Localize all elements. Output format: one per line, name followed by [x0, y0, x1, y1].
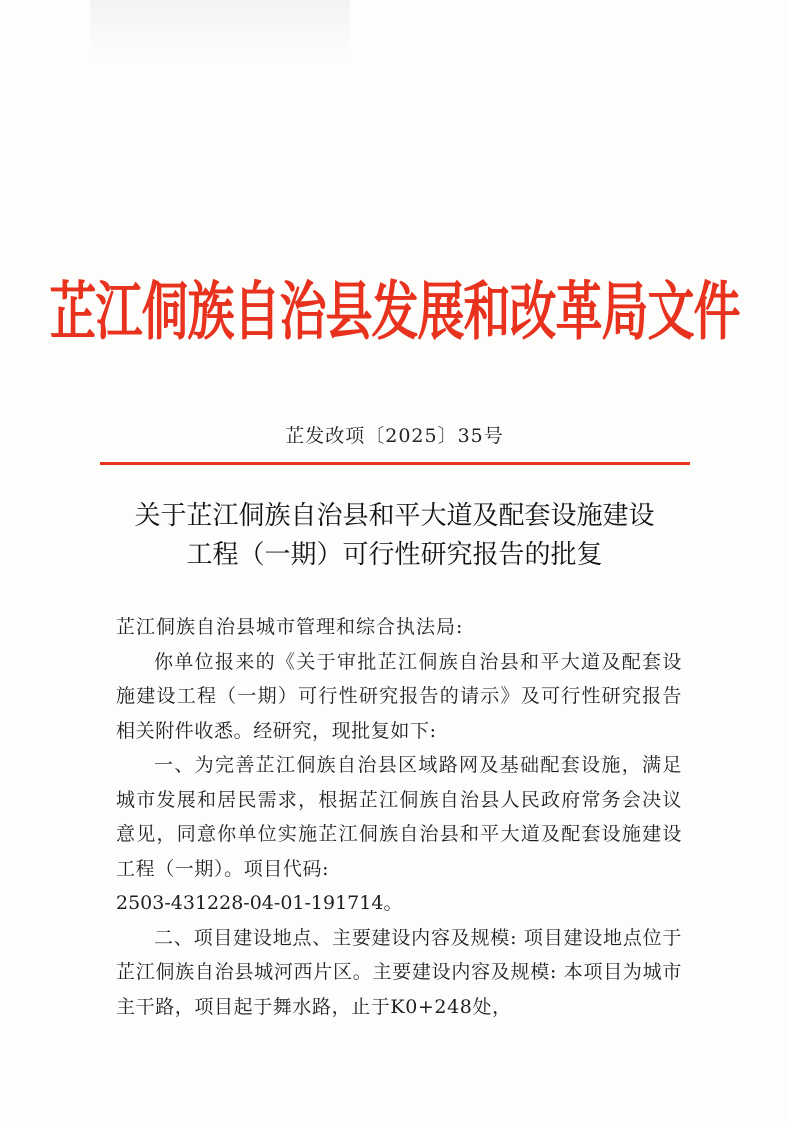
paragraph-item-1: 一、为完善芷江侗族自治县区域路网及基础配套设施，满足城市发展和居民需求，根据芷江侗族自治县人民政府常务会决议意见，同意你单位实施芷江侗族自治县和平大道及配套设施建设工程（一期）。项目代码:	[116, 754, 682, 880]
addressee: 芷江侗族自治县城市管理和综合执法局:	[116, 616, 464, 638]
scan-artifact	[90, 0, 350, 60]
document-number: 芷发改项〔2025〕35号	[285, 425, 504, 447]
project-code: 2503-431228-04-01-191714。	[116, 892, 403, 914]
masthead-red-header: 芷江侗族自治县发展和改革局文件	[49, 275, 740, 350]
title-line-2: 工程（一期）可行性研究报告的批复	[186, 540, 603, 570]
paragraph-item-2: 二、项目建设地点、主要建设内容及规模: 项目建设地点位于芷江侗族自治县城河西片区。主要建设内容及规模: 本项目为城市主干路，项目起于舞水路，止于K0+248处，	[116, 926, 682, 1018]
red-divider-line	[100, 462, 690, 465]
document-body	[116, 610, 682, 1024]
paragraph-intro: 你单位报来的《关于审批芷江侗族自治县和平大道及配套设施建设工程（一期）可行性研究报告的请示》及可行性研究报告相关附件收悉。经研究，现批复如下:	[116, 650, 682, 742]
document-title	[0, 497, 789, 575]
title-line-1: 关于芷江侗族自治县和平大道及配套设施建设	[134, 501, 655, 531]
